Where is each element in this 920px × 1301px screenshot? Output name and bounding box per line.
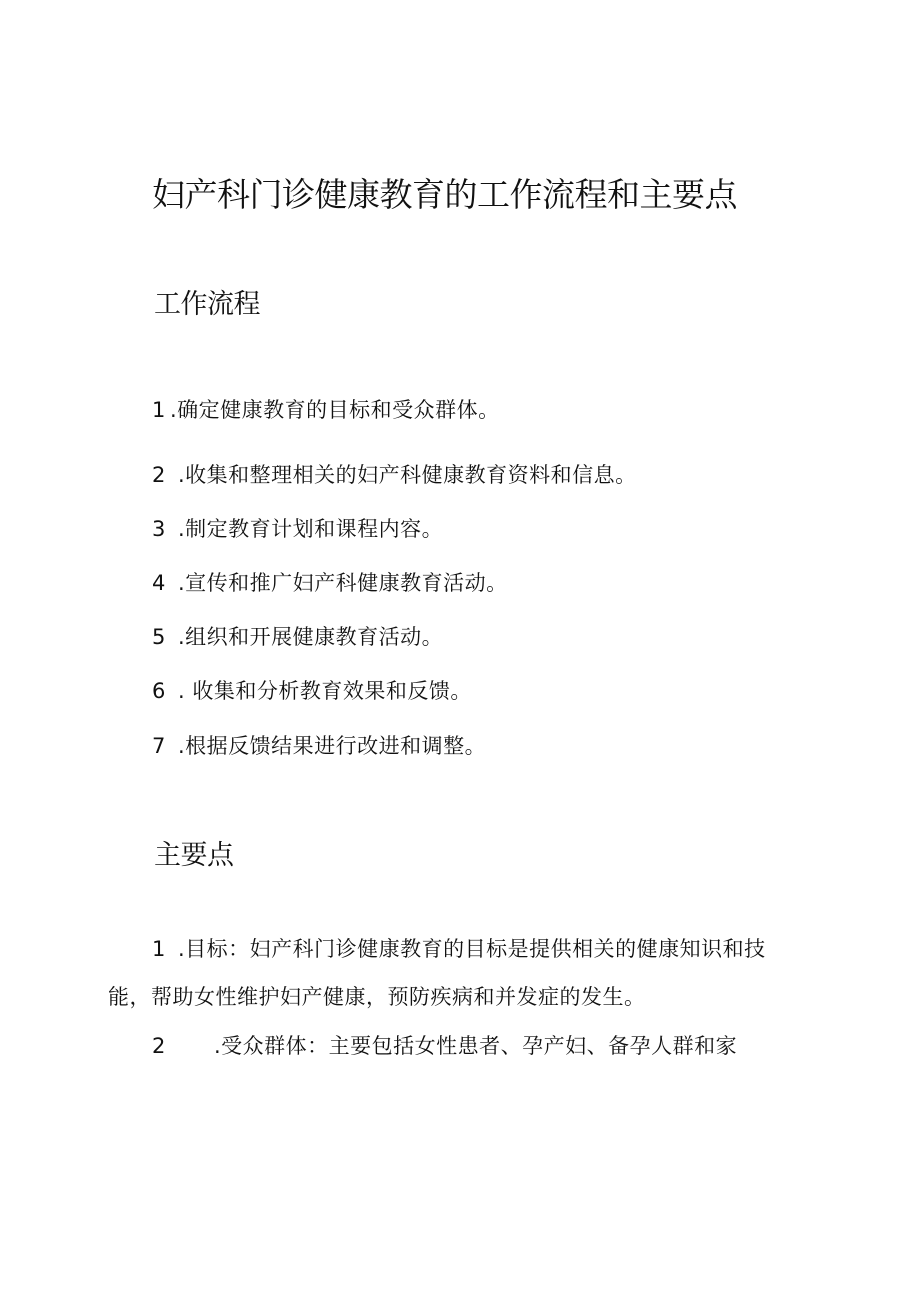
step-text: .制定教育计划和课程内容。	[178, 517, 444, 541]
workflow-step-3	[152, 514, 443, 544]
workflow-step-7	[152, 731, 486, 761]
step-number: 2	[152, 463, 166, 487]
step-number: 1	[152, 398, 166, 422]
workflow-step-2	[152, 460, 637, 490]
keypoint-number: 2	[152, 1034, 166, 1058]
section-heading-workflow: 工作流程	[154, 289, 260, 320]
keypoint-1-continuation: 能，帮助女性维护妇产健康，预防疾病和并发症的发生。	[108, 985, 646, 1009]
keypoint-number: 1	[152, 937, 166, 961]
step-number: 4	[152, 571, 166, 595]
step-text: .组织和开展健康教育活动。	[178, 625, 444, 649]
workflow-step-4	[152, 568, 508, 598]
document-title: 妇产科门诊健康教育的工作流程和主要点	[152, 175, 737, 214]
keypoint-text-line1: .受众群体：主要包括女性患者、孕产妇、备孕人群和家	[214, 1034, 738, 1058]
step-number: 5	[152, 625, 166, 649]
workflow-step-5	[152, 622, 443, 652]
keypoint-2	[152, 1031, 737, 1061]
step-text: .收集和整理相关的妇产科健康教育资料和信息。	[178, 463, 637, 487]
step-text: .宣传和推广妇产科健康教育活动。	[178, 571, 508, 595]
workflow-step-6	[152, 676, 472, 706]
keypoint-text-line1: .目标：妇产科门诊健康教育的目标是提供相关的健康知识和技	[178, 937, 766, 961]
step-number: 6	[152, 679, 166, 703]
step-text: .确定健康教育的目标和受众群体。	[170, 398, 500, 422]
section-heading-keypoints: 主要点	[154, 840, 234, 871]
workflow-step-1	[152, 395, 500, 425]
step-text: . 收集和分析教育效果和反馈。	[178, 679, 472, 703]
step-text: .根据反馈结果进行改进和调整。	[178, 734, 487, 758]
step-number: 3	[152, 517, 166, 541]
step-number: 7	[152, 734, 166, 758]
keypoint-1	[152, 934, 766, 964]
